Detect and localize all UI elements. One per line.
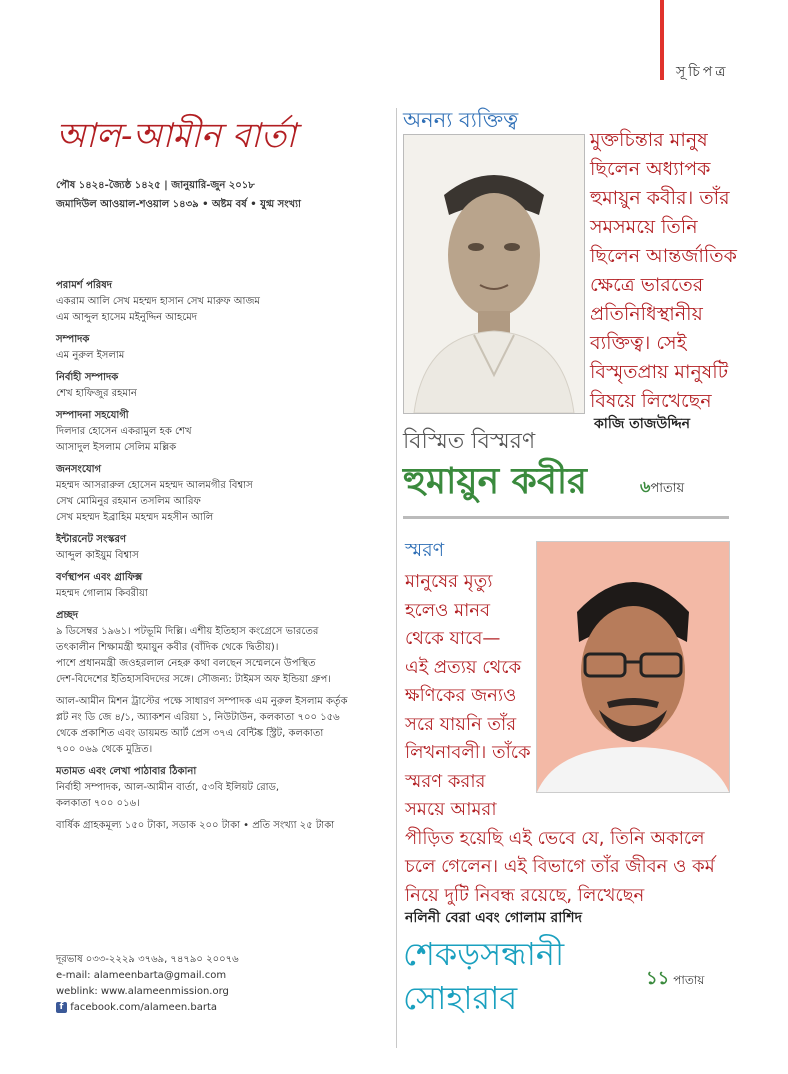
lead-line: ছিলেন আন্তর্জাতিক	[590, 245, 737, 267]
issue-line-2: জমাদিউল আওয়াল-শওয়াল ১৪৩৯ • অষ্টম বর্ষ • যুগ্ম সংখ্যা	[56, 199, 301, 210]
credit-section	[56, 570, 391, 602]
credit-line: ৭০০ ০৬৯ থেকে মুদ্রিত।	[56, 744, 153, 755]
credit-line: আব্দুল কাইয়ুম বিশ্বাস	[56, 550, 139, 561]
credit-section	[56, 278, 391, 326]
weblink-link[interactable]: weblink: www.alameenmission.org	[56, 986, 229, 997]
credit-section	[56, 370, 391, 402]
section-divider	[403, 516, 729, 519]
lead-line: ছিলেন অধ্যাপক	[590, 158, 711, 180]
lead-line: এই প্রত্যয় থেকে	[405, 656, 522, 678]
credit-heading: প্রচ্ছদ	[56, 610, 79, 621]
credit-line: এম নুরুল ইসলাম	[56, 350, 125, 361]
credit-line: ৯ ডিসেম্বর ১৯৬১। পটভূমি দিল্লি। এশীয় ইতিহাস কংগ্রেসে ভারতের	[56, 626, 319, 637]
lead-line: নিয়ে দুটি নিবন্ধ রয়েছে, লিখেছেন	[405, 884, 645, 906]
credit-line: আল-আমীন মিশন ট্রাস্টের পক্ষে সাধারণ সম্পাদক এম নুরুল ইসলাম কর্তৃক	[56, 696, 348, 707]
credit-line: মহম্মদ গোলাম কিবরীয়া	[56, 588, 148, 599]
credit-line: নির্বাহী সম্পাদক, আল-আমীন বার্তা, ৫৩বি ইলিয়ট রোড,	[56, 782, 280, 793]
lead-line: সমসময়ে তিনি	[590, 216, 698, 238]
feature2-page-ref[interactable]	[646, 964, 704, 995]
credit-line: একরাম আলি সেখ মহম্মদ হাসান সেখ মারুফ আজম	[56, 296, 260, 307]
feature2-author: নলিনী বেরা এবং গোলাম রাশিদ	[405, 910, 582, 926]
lead-line: হলেও মানব	[405, 599, 491, 621]
lead-line: ক্ষেত্রে ভারতের	[590, 274, 704, 296]
email-link[interactable]: e-mail: alameenbarta@gmail.com	[56, 970, 227, 981]
lead-line: মানুষের মৃত্যু	[405, 571, 493, 592]
credit-line: এম আব্দুল হাসেম মইনুদ্দিন আহমেদ	[56, 312, 198, 323]
lead-line: সময়ে আমরা	[405, 799, 497, 820]
portrait-image-1	[404, 135, 584, 413]
lead-line: প্রতিনিধিস্থানীয়	[590, 303, 703, 325]
feature2-page-word: পাতায়	[673, 973, 705, 987]
credit-line: আসাদুল ইসলাম সেলিম মল্লিক	[56, 442, 177, 453]
feature1-page-num: ৬	[640, 477, 651, 496]
feature1-page-word: পাতায়	[650, 481, 685, 496]
lead-line: ব্যক্তিত্ব। সেই	[590, 332, 687, 354]
credit-heading: বর্ণস্থাপন এবং গ্রাফিক্স	[56, 572, 143, 583]
section-label: সূচিপত্র	[676, 64, 729, 80]
credit-heading: জনসংযোগ	[56, 464, 102, 475]
credit-line: কলকাতা ৭০০ ০১৬।	[56, 798, 140, 809]
lead-line: মুক্তচিন্তার মানুষ	[590, 129, 708, 151]
credit-line: সেখ মহম্মদ ইব্রাহিম মহম্মদ মহসীন আলি	[56, 512, 214, 523]
credit-section	[56, 462, 391, 526]
feature1-page-ref[interactable]	[640, 474, 684, 501]
facebook-text: facebook.com/alameen.barta	[70, 1002, 217, 1013]
lead-line: ক্ষণিকের জন্যও	[405, 685, 517, 706]
lead-line: লিখনাবলী। তাঁকে	[405, 742, 531, 763]
feature2-lead	[405, 568, 775, 910]
credit-heading: পরামর্শ পরিষদ	[56, 280, 113, 291]
feature2-title-line2: সোহারাব	[403, 979, 518, 1017]
lead-line: স্মরণ করার	[405, 770, 486, 792]
credit-line: থেকে প্রকাশিত এবং ডায়মন্ড আর্ট প্রেস ৩৭এ বেন্টিঙ্ক স্ট্রিট, কলকাতা	[56, 728, 324, 739]
credit-line: বার্ষিক গ্রাহকমূল্য ১৫০ টাকা, সডাক ২০০ টাকা • প্রতি সংখ্যা ২৫ টাকা	[56, 820, 335, 831]
feature2-category: স্মরণ	[405, 539, 445, 561]
top-red-bar	[660, 0, 664, 80]
credit-section	[56, 818, 391, 834]
feature2-title-line1: শেকড়সন্ধানী	[403, 935, 565, 973]
lead-line: থেকে যাবে—	[405, 628, 501, 649]
credit-line: তৎকালীন শিক্ষামন্ত্রী হুমায়ুন কবীর (বাঁদিক থেকে দ্বিতীয়)।	[56, 642, 279, 653]
feature1-category: অনন্য ব্যক্তিত্ব	[403, 108, 519, 132]
credit-section	[56, 408, 391, 456]
credit-section	[56, 764, 391, 812]
feature1-kicker: বিস্মিত বিস্মরণ	[403, 429, 536, 454]
credit-line: মহম্মদ আসরারুল হোসেন মহম্মদ আলমগীর বিশ্বাস	[56, 480, 253, 491]
facebook-icon: f	[56, 1002, 67, 1013]
masthead-logo: আল-আমীন বার্তা	[56, 116, 297, 156]
lead-line: সরে যায়নি তাঁর	[405, 713, 517, 735]
feature1-author: কাজি তাজউদ্দিন	[594, 416, 690, 432]
facebook-link[interactable]	[56, 1000, 239, 1016]
lead-line: বিস্মৃতপ্রায় মানুষটি	[590, 361, 729, 383]
column-divider	[396, 108, 397, 1048]
lead-line: বিষয়ে লিখেছেন	[590, 390, 712, 412]
credits-block	[56, 278, 391, 840]
feature2-title[interactable]	[403, 932, 643, 1020]
feature2-page-num: ১১	[646, 968, 670, 989]
credit-heading: মতামত এবং লেখা পাঠাবার ঠিকানা	[56, 766, 197, 777]
credit-line: পাশে প্রধানমন্ত্রী জওহরলাল নেহরু কথা বলছেন সম্মেলনে উপস্থিত	[56, 658, 316, 669]
feature1-portrait	[403, 134, 585, 414]
credit-heading: ইন্টারনেট সংস্করণ	[56, 534, 127, 545]
lead-line: চলে গেলেন। এই বিভাগে তাঁর জীবন ও কর্ম	[405, 856, 715, 877]
credit-heading: সম্পাদক	[56, 334, 90, 345]
credit-line: প্লট নং ডি জে ৪/১, অ্যাকশন এরিয়া ১, নিউটাউন, কলকাতা ৭০০ ১৫৬	[56, 712, 340, 723]
credit-line: দেশ-বিদেশের ইতিহাসবিদদের সঙ্গে। সৌজন্য: টাইমস অফ ইন্ডিয়া গ্রুপ।	[56, 674, 331, 685]
feature1-title[interactable]: হুমায়ুন কবীর	[403, 461, 587, 502]
credit-line: সেখ মোমিনুর রহমান তসলিম আরিফ	[56, 496, 201, 507]
contact-block	[56, 952, 239, 1016]
lead-line: পীড়িত হয়েছি এই ভেবে যে, তিনি অকালে	[405, 827, 705, 849]
credit-section	[56, 332, 391, 364]
lead-line: হুমায়ুন কবীর। তাঁর	[590, 187, 730, 209]
feature1-lead	[590, 126, 780, 416]
credit-section	[56, 608, 391, 688]
credit-section	[56, 532, 391, 564]
credit-section	[56, 694, 391, 758]
credit-line: দিলদার হোসেন একরামুল হক শেখ	[56, 426, 192, 437]
phone-text: দূরভাষ ০৩৩-২২২৯ ৩৭৬৯, ৭৪৭৯০ ২০০৭৬	[56, 954, 239, 965]
credit-line: শেখ হাফিজুর রহমান	[56, 388, 137, 399]
credit-heading: সম্পাদনা সহযোগী	[56, 410, 129, 421]
credit-heading: নির্বাহী সম্পাদক	[56, 372, 119, 383]
issue-line-1: পৌষ ১৪২৪-জ্যৈষ্ঠ ১৪২৫ | জানুয়ারি-জুন ২০১৮	[56, 180, 255, 191]
